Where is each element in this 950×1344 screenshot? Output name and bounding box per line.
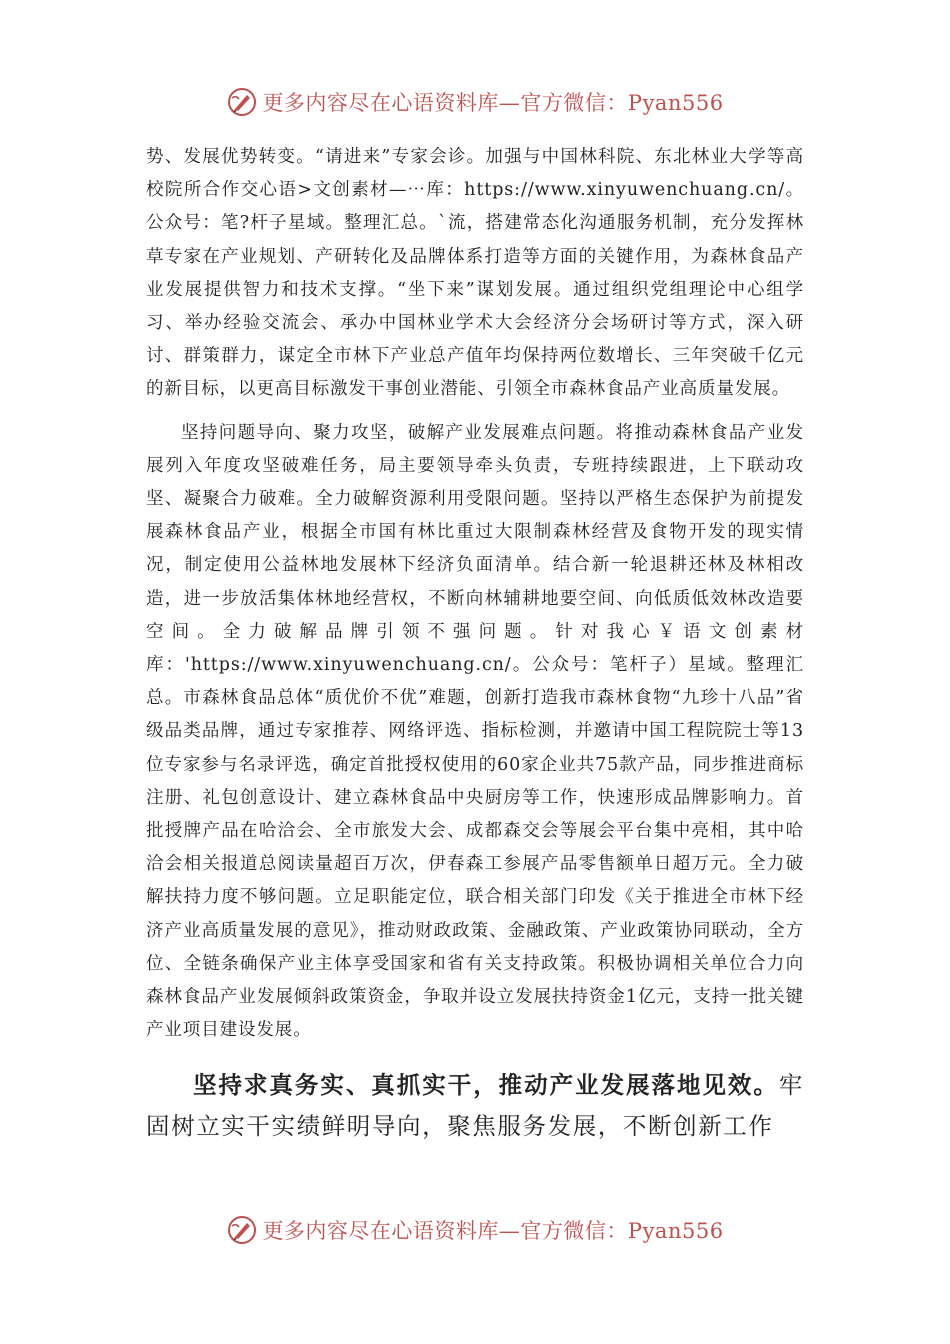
paragraph-3-heading: 坚持求真务实、真抓实干，推动产业发展落地见效。 xyxy=(193,1071,779,1100)
pen-nib-icon xyxy=(226,1214,258,1246)
banner-text: 更多内容尽在心语资料库—官方微信：Pyan556 xyxy=(262,1219,724,1243)
document-body xyxy=(146,141,804,1147)
banner-text: 更多内容尽在心语资料库—官方微信：Pyan556 xyxy=(262,91,724,115)
pen-nib-icon xyxy=(226,86,258,118)
paragraph-1: 势、发展优势转变。“请进来”专家会诊。加强与中国林科院、东北林业大学等高校院所合作交心语>文创素材—⋯库：https://www.xinyuwenchuang.cn/。公众号：笔?杆子星域。整理汇总。`流，搭建常态化沟通服务机制，充分发挥林草专家在产业规划、产研转化及品牌体系打造等方面的关键作用，为森林食品产业发展提供智力和技术支撑。“坐下来”谋划发展。通过组织党组理论中心组学习、举办经验交流会、承办中国林业学术大会经济分会场研讨等方式，深入研讨、群策群力，谋定全市林下产业总产值年均保持两位数增长、三年突破千亿元的新目标，以更高目标激发干事创业潜能、引领全市森林食品产业高质量发展。 xyxy=(146,147,804,400)
paragraph-3-body: 牢固树立实干实绩鲜明导向，聚焦服务发展，不断创新工作 xyxy=(146,1071,804,1141)
paragraph-2: 坚持问题导向、聚力攻坚，破解产业发展难点问题。将推动森林食品产业发展列入年度攻坚破难任务，局主要领导牵头负责，专班持续跟进，上下联动攻坚、凝聚合力破难。全力破解资源利用受限问题。坚持以严格生态保护为前提发展森林食品产业，根据全市国有林比重过大限制森林经营及食物开发的现实情况，制定使用公益林地发展林下经济负面清单。结合新一轮退耕还林及林相改造，进一步放活集体林地经营权，不断向林辅耕地要空间、向低质低效林改造要空间。全力破解品牌引领不强问题。针对我心￥语文创素材库：'https://www.xinyuwenchuang.cn/。公众号：笔杆子）星域。整理汇总。市森林食品总体“质优价不优”难题，创新打造我市森林食物“九珍十八品”省级品类品牌，通过专家推荐、网络评选、指标检测，并邀请中国工程院院士等13位专家参与名录评选，确定首批授权使用的60家企业共75款产品，同步推进商标注册、礼包创意设计、建立森林食品中央厨房等工作，快速形成品牌影响力。首批授牌产品在哈洽会、全市旅发大会、成都森交会等展会平台集中亮相，其中哈洽会相关报道总阅读量超百万次，伊春森工参展产品零售额单日超万元。全力破解扶持力度不够问题。立足职能定位，联合相关部门印发《关于推进全市林下经济产业高质量发展的意见》，推动财政政策、金融政策、产业政策协同联动，全方位、全链条确保产业主体享受国家和省有关支持政策。积极协调相关单位合力向森林食品产业发展倾斜政策资金，争取并设立发展扶持资金1亿元，支持一批关键产业项目建设发展。 xyxy=(146,422,804,1041)
header-banner xyxy=(0,82,950,122)
paragraph-3 xyxy=(146,1065,804,1147)
footer-banner xyxy=(0,1210,950,1250)
